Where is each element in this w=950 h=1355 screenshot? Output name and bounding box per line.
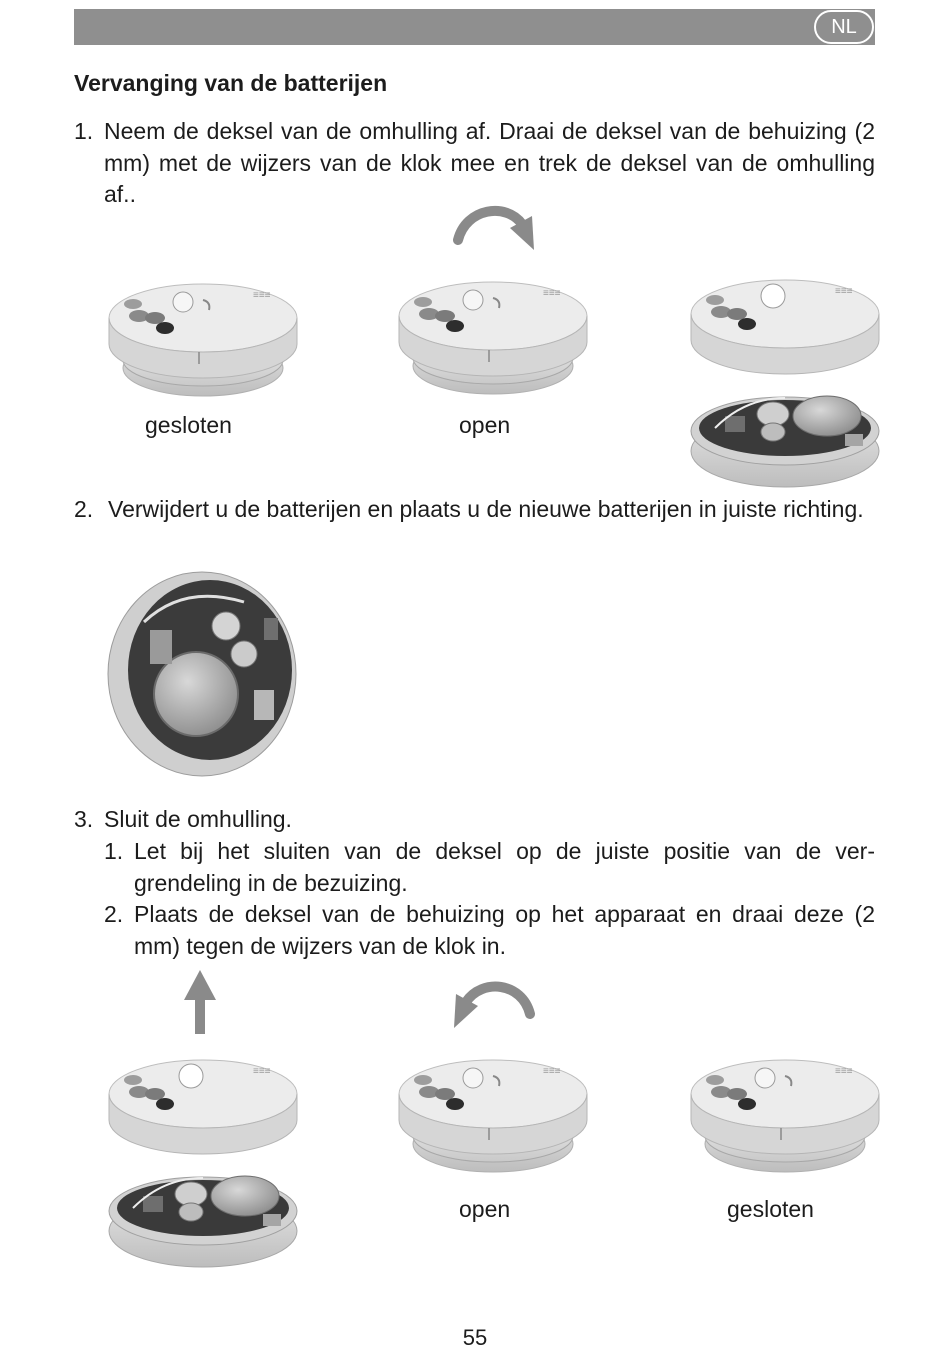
step-2-text: Verwijdert u de batterijen en plaats u de nieuwe batterijen in juiste richting. (108, 496, 864, 522)
caption-closed-2: gesloten (727, 1196, 814, 1222)
step-3-text: Sluit de omhulling. (104, 806, 292, 832)
section-title: Vervanging van de batterijen (74, 70, 388, 96)
detector-lid-lifted-image (103, 1036, 303, 1266)
detector-lid-removed-image (685, 256, 885, 486)
up-arrow-icon (182, 970, 218, 1034)
substep-1-number: 1. (104, 838, 124, 864)
step-1-number: 1. (74, 118, 94, 144)
detector-open-image (393, 258, 593, 408)
substep-1-text: Let bij het sluiten van de deksel op de juiste positie van de ver-grendeling in de bezuizing. (134, 838, 875, 896)
step-1 (74, 116, 875, 211)
battery-compartment-image (104, 570, 300, 778)
counterclockwise-arrow-icon (448, 976, 538, 1032)
caption-open: open (459, 412, 511, 438)
caption-closed: gesloten (145, 412, 232, 438)
clockwise-arrow-icon (450, 198, 540, 254)
detector-lid-open-image (393, 1036, 593, 1186)
detector-lid-closed-image (685, 1036, 885, 1186)
step-2-number: 2. (74, 496, 94, 522)
substep-2-text: Plaats de deksel van de behuizing op het apparaat en draai deze (2 mm) tegen de wijzers van de klok in. (134, 901, 875, 959)
detector-closed-image (103, 260, 303, 410)
header-bar (74, 9, 875, 45)
step-1-text: Neem de deksel van de omhulling af. Draai de deksel van de behuizing (2 mm) met de wijzers van de klok mee en trek de deksel van de omhulling af.. (104, 118, 875, 207)
substep-2 (104, 899, 875, 962)
caption-open-2: open (459, 1196, 511, 1222)
substep-2-number: 2. (104, 901, 124, 927)
step-2 (74, 494, 875, 526)
step-3 (74, 804, 875, 836)
step-3-number: 3. (74, 806, 94, 832)
substep-1 (104, 836, 875, 899)
language-badge: NL (814, 10, 874, 44)
page-number: 55 (462, 1325, 488, 1350)
